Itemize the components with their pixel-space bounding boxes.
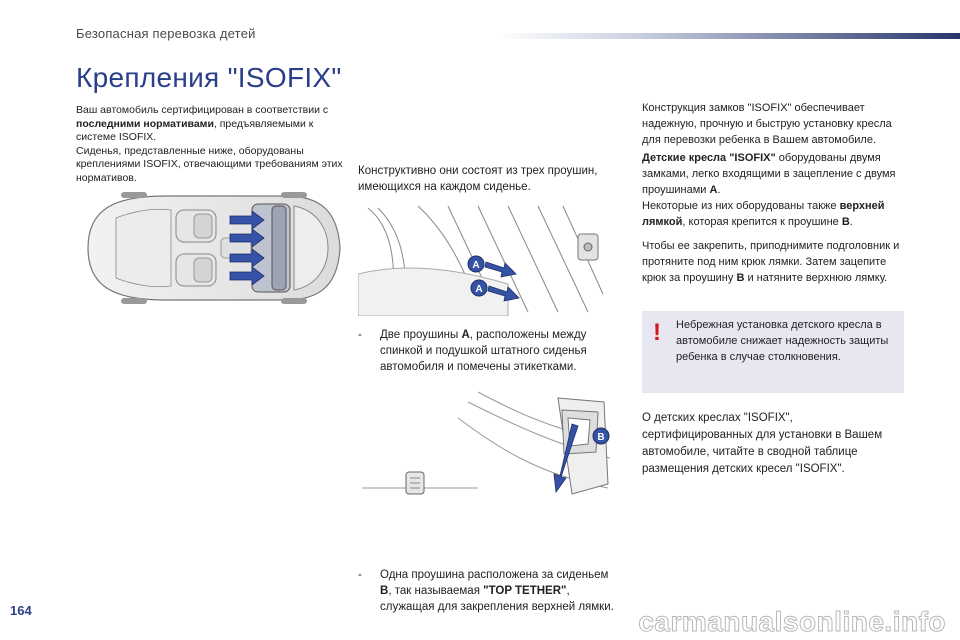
intro-paragraph-1: Ваш автомобиль сертифицирован в соответствии с последними нормативами, предъявляемыми к системе ISOFIX. [76, 104, 329, 143]
warning-box [642, 311, 904, 393]
col2-item-1: - Две проушины A, расположены между спинкой и подушкой штатного сиденья автомобиля и помечены этикетками. [358, 329, 587, 373]
page-title: Крепления "ISOFIX" [76, 62, 342, 93]
section-title: Безопасная перевозка детей [76, 26, 256, 41]
col3-paragraph-4: Чтобы ее закрепить, приподнимите подголовник и протяните под ним крюк лямки. Затем зацепите крюк за проушину B и натяните верхнюю лямку. [642, 240, 900, 284]
watermark: carmanualsonline.info [638, 606, 946, 637]
col2-intro: Конструктивно они состоят из трех проушин, имеющихся на каждом сиденье. [358, 165, 598, 193]
label-b: B [597, 432, 605, 443]
warning-text: Небрежная установка детского кресла в автомобиле снижает надежность защиты ребенка в случае столкновения. [676, 319, 889, 363]
header-divider [500, 33, 960, 39]
label-a-2: A [475, 284, 483, 295]
top-tether-figure [358, 388, 614, 500]
intro-text [76, 104, 346, 185]
seat-anchors-figure [358, 204, 606, 316]
car-top-view-figure [76, 188, 346, 310]
col2-item-2: - Одна проушина расположена за сиденьем B, так называемая "TOP TETHER", служащая для закрепления верхней лямки. [358, 569, 614, 613]
intro-paragraph-2: Сиденья, представленные ниже, оборудованы креплениями ISOFIX, отвечающими требованиям этих нормативов. [76, 144, 343, 184]
page-number: 164 [10, 603, 32, 618]
col3-paragraph-5: О детских креслах "ISOFIX", сертифицированных для установки в Вашем автомобиле, читайте в сводной таблице размещения детских кресел "ISOFIX". [642, 412, 883, 475]
col3-paragraph-2: Детские кресла "ISOFIX" оборудованы двумя замками, легко входящими в зацепление с двумя проушинами A. [642, 152, 896, 196]
col3-paragraph-1: Конструкция замков "ISOFIX" обеспечивает надежную, прочную и быструю установку кресла для перевозки ребенка в Вашем автомобиле. [642, 102, 892, 146]
warning-icon: ! [653, 319, 661, 346]
label-a-1: A [472, 260, 480, 271]
col3-paragraph-3: Некоторые из них оборудованы также верхней лямкой, которая крепится к проушине B. [642, 200, 885, 228]
